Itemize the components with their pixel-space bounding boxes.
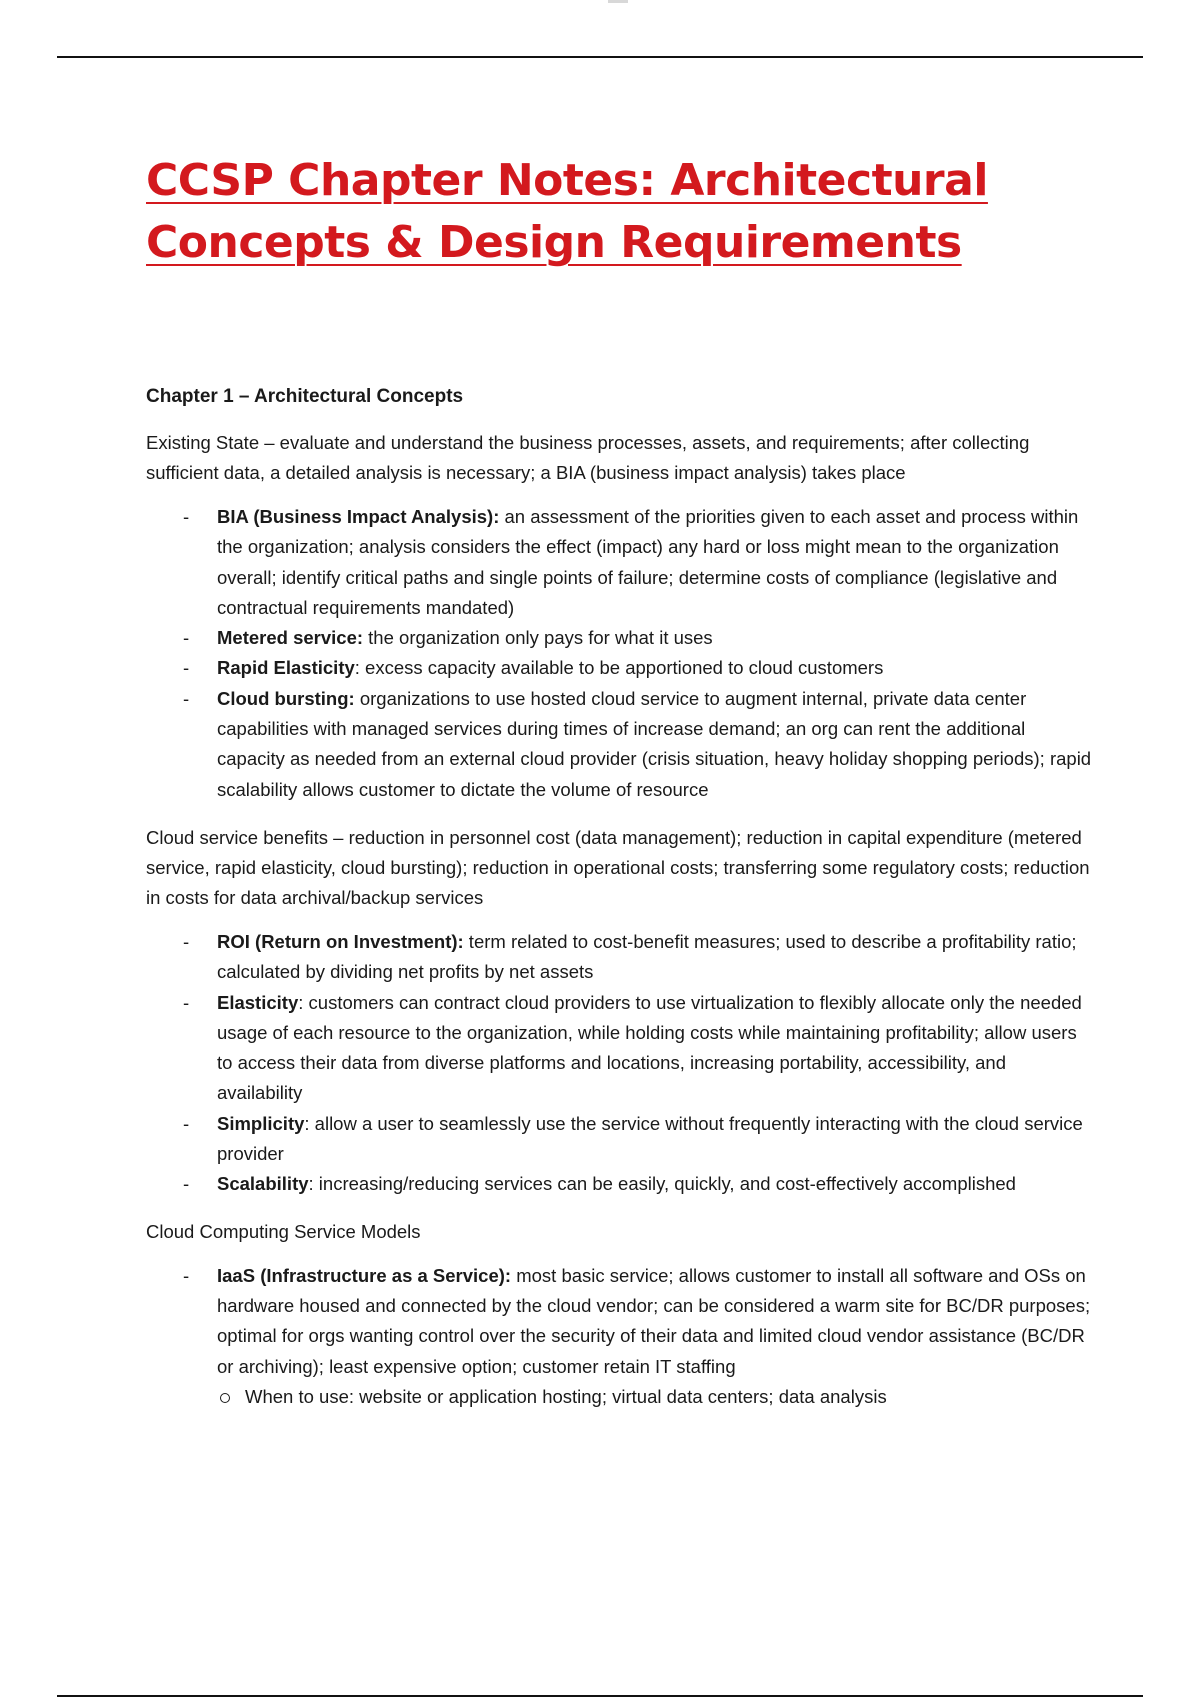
- list-text: organizations to use hosted cloud service to augment internal, private data center capabilities with managed services during times of increase demand; an org can rent the additional capacity as needed from an external cloud provider (crisis situation, heavy holiday shopping periods); rapid scalability allows customer to dictate the volume of resource: [217, 687, 1092, 800]
- page-top-marker: [608, 0, 628, 3]
- document-body: [146, 150, 1096, 1412]
- cloud-benefits-paragraph: Cloud service benefits – reduction in personnel cost (data management); reduction in capital expenditure (metered service, rapid elasticity, cloud bursting); reduction in operational costs; transferring some regulatory costs; reduction in costs for data archival/backup services: [146, 826, 1090, 908]
- chapter-heading: Chapter 1 – Architectural Concepts: [146, 386, 464, 407]
- list-item: [146, 653, 1096, 683]
- dash-bullet: -: [183, 506, 190, 527]
- list-item: [146, 1109, 1096, 1170]
- list-item: [146, 927, 1096, 988]
- dash-bullet: -: [183, 1264, 190, 1286]
- sub-list-item: [217, 1382, 1096, 1412]
- list-term: Simplicity: [217, 1112, 305, 1134]
- list-item: [146, 988, 1096, 1109]
- list-term: Rapid Elasticity: [217, 657, 355, 679]
- dash-bullet: -: [183, 1112, 190, 1134]
- bia-concepts-list: [146, 502, 1096, 805]
- existing-state-paragraph: Existing State – evaluate and understand the business processes, assets, and requirements; after collecting sufficient data, a detailed analysis is necessary; a BIA (business impact analysis) takes place: [146, 432, 1030, 483]
- list-term: BIA (Business Impact Analysis):: [217, 506, 500, 527]
- cloud-benefits-list: [146, 927, 1096, 1200]
- title-line-2: Concepts & Design Requirements: [146, 217, 962, 268]
- list-item: [146, 1169, 1096, 1199]
- list-text: an assessment of the priorities given to each asset and process within the organization; analysis considers the effect (impact) any hard or loss might mean to the organization overall; identify critical paths and single points of failure; determine costs of compliance (legislative and contractual requirements mandated): [217, 506, 1079, 618]
- dash-bullet: -: [183, 1173, 190, 1195]
- footer-rule: [57, 1695, 1143, 1697]
- sub-list-text: When to use: website or application hosting; virtual data centers; data analysis: [245, 1385, 887, 1407]
- list-text: most basic service; allows customer to install all software and OSs on hardware housed and connected by the cloud vendor; can be considered a warm site for BC/DR purposes; optimal for orgs wanting control over the security of their data and limited cloud vendor assistance (BC/DR or archiving); least expensive option; customer retain IT staffing: [217, 1264, 1091, 1377]
- service-models-heading: Cloud Computing Service Models: [146, 1220, 421, 1242]
- list-text: : customers can contract cloud providers to use virtualization to flexibly allocate only the needed usage of each resource to the organization, while holding costs while maintaining profitability; allow users to access their data from diverse platforms and locations, increasing portability, accessibility, and availability: [217, 991, 1082, 1104]
- dash-bullet: -: [183, 627, 190, 649]
- list-text: : increasing/reducing services can be easily, quickly, and cost-effectively accomplished: [308, 1173, 1016, 1195]
- dash-bullet: -: [183, 930, 190, 952]
- list-term: IaaS (Infrastructure as a Service):: [217, 1264, 512, 1286]
- list-term: Elasticity: [217, 991, 299, 1013]
- document-title: [146, 150, 1096, 274]
- title-line-1: CCSP Chapter Notes: Architectural: [146, 155, 988, 206]
- iaas-sub-list: [217, 1382, 1096, 1412]
- list-term: ROI (Return on Investment):: [217, 930, 464, 952]
- list-text: : allow a user to seamlessly use the service without frequently interacting with the cloud service provider: [217, 1112, 1083, 1165]
- dash-bullet: -: [183, 657, 190, 679]
- list-text: term related to cost-benefit measures; used to describe a profitability ratio; calculated by dividing net profits by net assets: [217, 930, 1077, 983]
- list-item: [146, 502, 1096, 623]
- list-text: : excess capacity available to be apportioned to cloud customers: [354, 657, 884, 679]
- circle-bullet-icon: [220, 1393, 230, 1403]
- dash-bullet: -: [183, 687, 190, 709]
- header-rule: [57, 56, 1143, 58]
- list-text: the organization only pays for what it uses: [363, 627, 713, 649]
- list-term: Metered service:: [217, 627, 364, 649]
- list-item: [146, 1261, 1096, 1412]
- list-term: Scalability: [217, 1173, 309, 1195]
- dash-bullet: -: [183, 991, 190, 1013]
- service-models-list: [146, 1261, 1096, 1412]
- list-term: Cloud bursting:: [217, 687, 355, 709]
- list-item: [146, 623, 1096, 653]
- list-item: [146, 684, 1096, 805]
